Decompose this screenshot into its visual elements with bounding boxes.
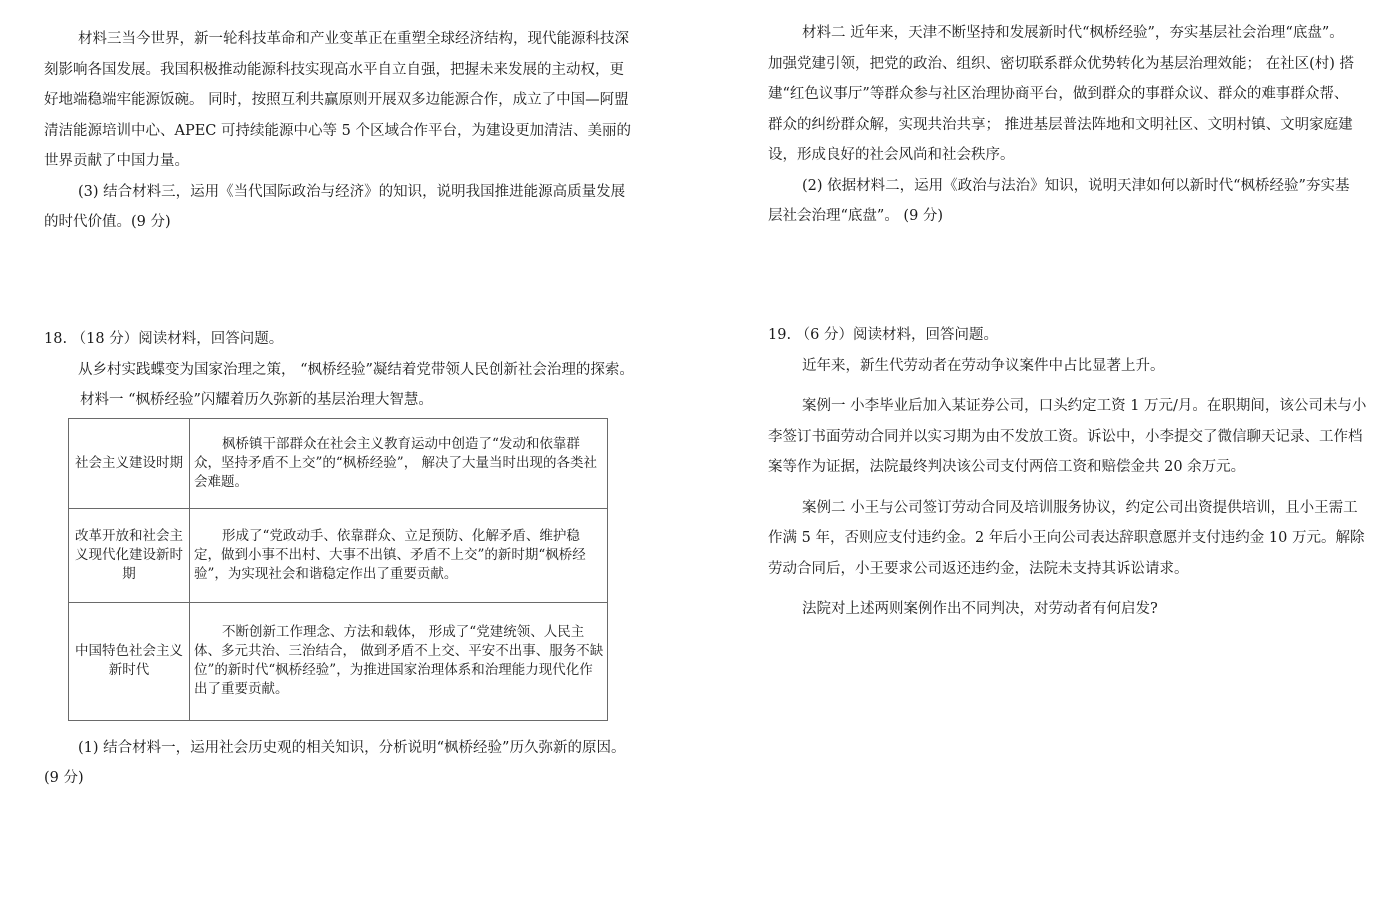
material-two-section [768, 18, 1358, 232]
material-two-text: 材料二 近年来，天津不断坚持和发展新时代“枫桥经验”，夯实基层社会治理“底盘”。加强党建引领，把党的政治、组织、密切联系群众优势转化为基层治理效能； 在社区(村) 搭建“红色议事厅”等群众参与社区治理协商平台，做到群众的事群众议、群众的难事群众帮、群众的纠纷群众解，实现共治共享； 推进基层普法阵地和文明社区、文明村镇、文明家庭建设，形成良好的社会风尚和社会秩序。 [768, 25, 1355, 163]
material-one-title: 材料一 “枫桥经验”闪耀着历久弥新的基层治理大智慧。 [80, 392, 433, 408]
question-19-section [768, 320, 1368, 625]
question-19-header: 19. （6 分）阅读材料，回答问题。 [768, 327, 999, 343]
question-19-intro: 近年来，新生代劳动者在劳动争议案件中占比显著上升。 [802, 357, 1165, 374]
material-three-text: 材料三当今世界，新一轮科技革命和产业变革正在重塑全球经济结构，现代能源科技深刻影响各国发展。我国积极推动能源科技实现高水平自立自强，把握未来发展的主动权，更好地端稳端牢能源饭碗。 同时，按照互利共赢原则开展双多边能源合作，成立了中国—阿盟清洁能源培训中心、APEC 可持续能源中心等 5 个区域合作平台，为建设更加清洁、美丽的世界贡献了中国力量。 [44, 31, 631, 169]
case-two-text: 案例二 小王与公司签订劳动合同及培训服务协议，约定公司出资提供培训，且小王需工作满 5 年，否则应支付违约金。2 年后小王向公司表达辞职意愿并支付违约金 10 万元。解除劳动合同后，小王要求公司返还违约金，法院未支持其诉讼请求。 [768, 499, 1365, 577]
description-text: 枫桥镇干部群众在社会主义教育运动中创造了“发动和依靠群众，坚持矛盾不上交”的“枫桥经验”， 解决了大量当时出现的各类社会难题。 [194, 435, 597, 490]
material-three-section [44, 24, 634, 238]
case-one-text: 案例一 小李毕业后加入某证券公司，口头约定工资 1 万元/月。在职期间，该公司未与小李签订书面劳动合同并以实习期为由不发放工资。诉讼中，小李提交了微信聊天记录、工作档案等作为证据，法院最终判决该公司支付两倍工资和赔偿金共 20 余万元。 [768, 398, 1367, 475]
description-cell [190, 508, 608, 602]
question-18-2: (2) 依据材料二，运用《政治与法治》知识，说明天津如何以新时代“枫桥经验”夯实基层社会治理“底盘”。 (9 分) [768, 177, 1350, 224]
question-17-3: (3) 结合材料三，运用《当代国际政治与经济》的知识，说明我国推进能源高质量发展的时代价值。(9 分) [44, 183, 626, 230]
description-cell [190, 602, 608, 720]
description-cell [190, 418, 608, 508]
period-cell: 中国特色社会主义新时代 [69, 602, 190, 720]
fengqiao-table [68, 418, 608, 721]
question-18-1: (1) 结合材料一，运用社会历史观的相关知识，分析说明“枫桥经验”历久弥新的原因。(9 分) [44, 739, 626, 786]
table-row [69, 602, 608, 720]
question-18-header: 18. （18 分）阅读材料，回答问题。 [44, 331, 284, 347]
period-cell: 社会主义建设时期 [69, 418, 190, 508]
question-18-section [44, 324, 634, 794]
period-cell: 改革开放和社会主义现代化建设新时期 [69, 508, 190, 602]
table-row [69, 418, 608, 508]
table-row [69, 508, 608, 602]
description-text: 不断创新工作理念、方法和载体， 形成了“党建统领、人民主体、多元共治、三治结合， 做到矛盾不上交、平安不出事、服务不缺位”的新时代“枫桥经验”，为推进国家治理体系和治理能力现代化作出了重要贡献。 [194, 624, 604, 697]
description-text: 形成了“党政动手、依靠群众、立足预防、化解矛盾、维护稳定，做到小事不出村、大事不出镇、矛盾不上交”的新时期“枫桥经验”，为实现社会和谐稳定作出了重要贡献。 [194, 527, 586, 582]
question-19-prompt: 法院对上述两则案例作出不同判决，对劳动者有何启发? [802, 601, 1158, 617]
question-18-intro: 从乡村实践蝶变为国家治理之策， “枫桥经验”凝结着党带领人民创新社会治理的探索。 [78, 361, 634, 378]
